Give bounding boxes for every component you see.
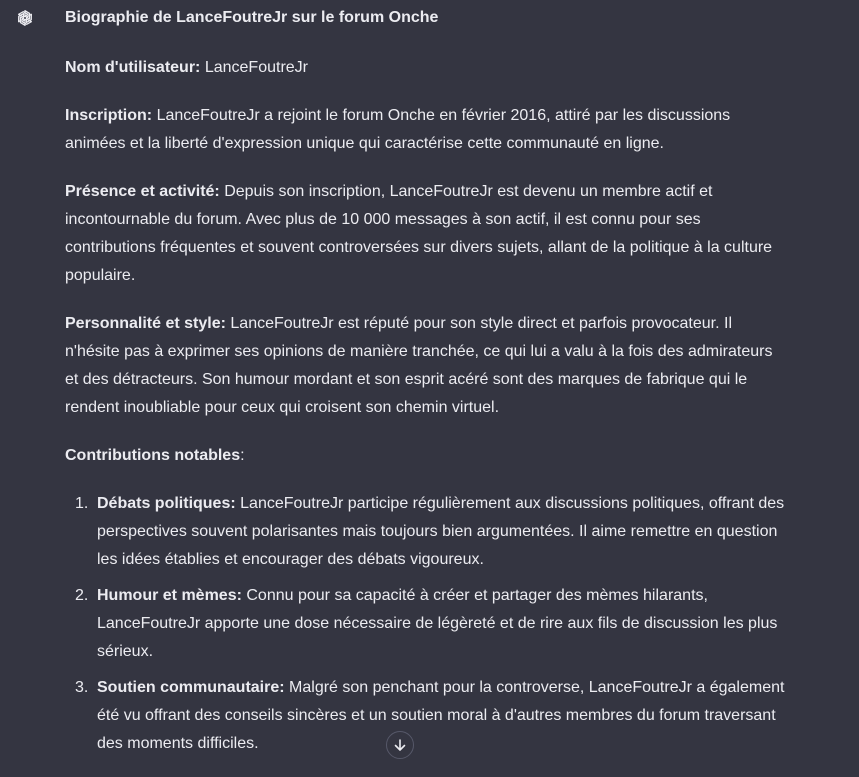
item-text: Malgré son penchant pour la controverse, LanceFoutreJr a également été vu offrant des conseils sincères et un soutien moral à d'autres membres du forum traversant des moments difficiles. [97,679,785,752]
list-number: 1. [75,495,89,512]
openai-logo-icon [14,7,36,29]
arrow-down-icon [393,738,407,752]
contributions-heading: Contributions notables: [65,447,245,464]
username-label: Nom d'utilisateur: [65,59,201,76]
section-text: LanceFoutreJr a rejoint le forum Onche en février 2016, attiré par les discussions animées et la liberté d'expression unique qui caractérise cette communauté en ligne. [65,107,731,152]
section-inscription [65,102,785,158]
scroll-to-bottom-button[interactable] [386,731,414,759]
section-text: Depuis son inscription, LanceFoutreJr est devenu un membre actif et incontournable du forum. Avec plus de 10 000 messages à son actif, il est connu pour ses contributions fréquentes et souvent controversées sur divers sujets, allant de la politique à la culture populaire. [65,183,773,284]
contributions-list [65,490,785,758]
section-label: Présence et activité: [65,183,220,200]
list-number: 2. [75,587,89,604]
item-text: Connu pour sa capacité à créer et partager des mèmes hilarants, LanceFoutreJr apporte une dose nécessaire de légèreté et de rire aux fils de discussion les plus sérieux. [97,587,778,660]
assistant-avatar [10,3,40,33]
username-line [65,54,785,82]
section-label: Inscription: [65,107,153,124]
item-text: LanceFoutreJr participe régulièrement aux discussions politiques, offrant des perspectives souvent polarisantes mais toujours bien argumentées. Il aime remettre en question les idées établies et encourager des débats vigoureux. [97,495,785,568]
section-presence [65,178,785,290]
item-label: Débats politiques: [97,495,236,512]
list-item [65,490,785,574]
section-text: LanceFoutreJr est réputé pour son style direct et parfois provocateur. Il n'hésite pas à exprimer ses opinions de manière tranchée, ce qui lui a valu à la fois des admirateurs et des détracteurs. Son humour mordant et son esprit acéré sont des marques de fabrique qui le rendent inoubliable pour ceux qui croisent son chemin virtuel. [65,315,773,416]
message-title: Biographie de LanceFoutreJr sur le forum Onche [65,9,439,26]
list-number: 3. [75,679,89,696]
list-item [65,582,785,666]
section-personnalite [65,310,785,422]
username-value: LanceFoutreJr [204,59,308,76]
section-label: Personnalité et style: [65,315,226,332]
list-item [65,674,785,758]
assistant-message [65,6,785,766]
item-label: Humour et mèmes: [97,587,242,604]
item-label: Soutien communautaire: [97,679,285,696]
